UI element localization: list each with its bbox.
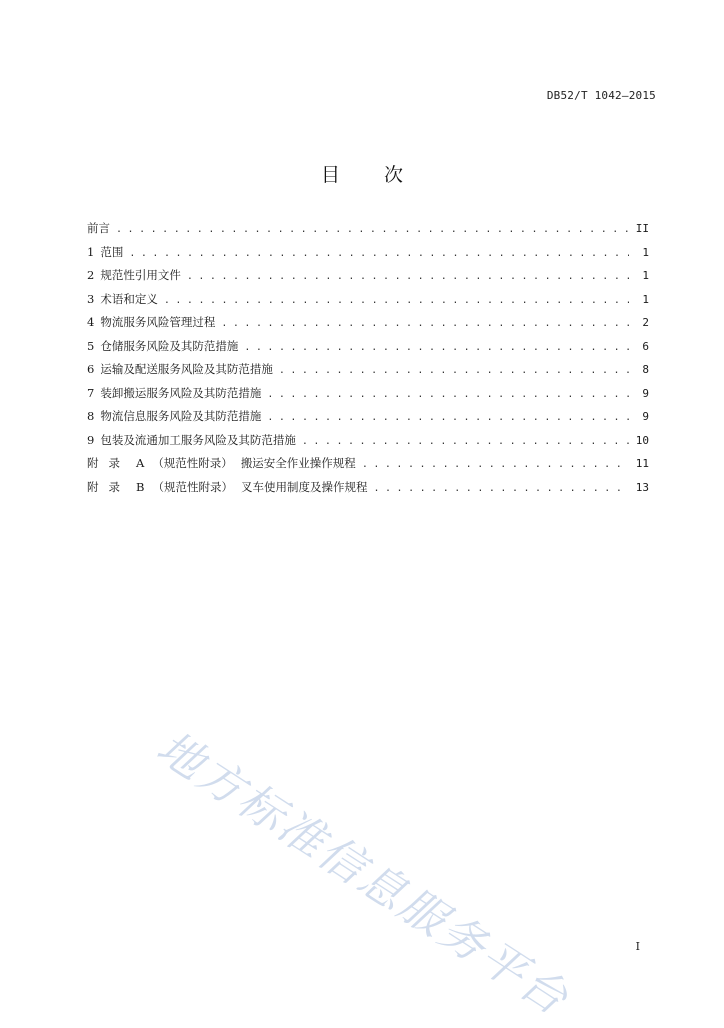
toc-entry-number: 7 [87,385,95,400]
toc-entry-annex-b[interactable] [87,477,649,501]
toc-entry-number: 3 [87,291,95,306]
annex-type: （规范性附录） [152,479,233,494]
toc-entry-page: 6 [642,339,649,353]
annex-type: （规范性附录） [152,456,233,470]
dot-leader [373,479,629,499]
toc-entry-page: 9 [642,410,649,423]
toc-entry-label: 物流服务风险管理过程 [100,315,216,329]
dot-leader [279,361,629,381]
annex-word: 附录 [87,479,130,494]
annex-word: 附录 [87,456,130,470]
toc-entry-1[interactable] [87,242,649,266]
toc-entry-page: 2 [642,316,649,329]
dot-leader [116,220,629,240]
dot-leader [129,244,629,264]
toc-entry-8[interactable] [87,406,649,430]
page-folio: I [635,940,640,953]
document-code: DB52/T 1042—2015 [546,89,656,102]
toc-entry-page: 11 [635,457,649,470]
dot-leader [267,385,629,405]
dot-leader [244,338,629,358]
toc-entry-6[interactable] [87,359,649,383]
toc-entry-label: 运输及配送服务风险及其防范措施 [100,362,273,376]
toc-entry-label: 规范性引用文件 [100,268,181,282]
toc-entry-number: 4 [87,315,95,329]
annex-id: B [136,479,145,494]
dot-leader [187,267,629,287]
toc-entry-label: 范围 [100,244,124,259]
dot-leader [267,408,629,428]
toc-entry-foreword[interactable] [87,218,649,242]
toc-entry-label: 术语和定义 [100,291,158,306]
toc-entry-page: 8 [642,363,649,376]
toc-entry-page: 10 [635,433,649,447]
dot-leader [221,314,629,334]
toc-entry-number: 5 [87,338,95,353]
toc-entry-7[interactable] [87,383,649,407]
toc-entry-page: 9 [642,386,649,400]
toc-entry-number: 2 [87,268,95,282]
title-char-left: 目 [320,164,340,186]
toc-entry-page: 1 [642,292,649,306]
toc-entry-number: 6 [87,362,95,376]
title-char-right: 次 [384,164,404,186]
dot-leader [362,455,629,475]
toc-entry-page: 1 [642,269,649,282]
table-of-contents [87,218,649,500]
page-title [0,160,724,187]
toc-entry-label: 仓储服务风险及其防范措施 [100,338,239,353]
toc-entry-label: 包装及流通加工服务风险及其防范措施 [100,432,296,447]
toc-entry-2[interactable] [87,265,649,289]
toc-entry-label: 物流信息服务风险及其防范措施 [100,409,262,423]
dot-leader [164,291,629,311]
watermark: 地方标准信息服务平台 [147,720,580,1027]
toc-entry-page: II [635,222,649,235]
toc-entry-label: 前言 [87,221,110,235]
annex-id: A [136,456,145,470]
toc-entry-label: 搬运安全作业操作规程 [240,456,356,470]
toc-entry-number: 1 [87,244,95,259]
toc-entry-number: 8 [87,409,95,423]
toc-entry-4[interactable] [87,312,649,336]
toc-entry-page: 13 [635,480,649,494]
toc-entry-label: 装卸搬运服务风险及其防范措施 [100,385,262,400]
toc-entry-annex-a[interactable] [87,453,649,477]
toc-entry-page: 1 [642,245,649,259]
toc-entry-3[interactable] [87,289,649,313]
toc-entry-9[interactable] [87,430,649,454]
toc-entry-label: 叉车使用制度及操作规程 [240,479,368,494]
toc-entry-number: 9 [87,432,95,447]
dot-leader [302,432,629,452]
toc-entry-5[interactable] [87,336,649,360]
